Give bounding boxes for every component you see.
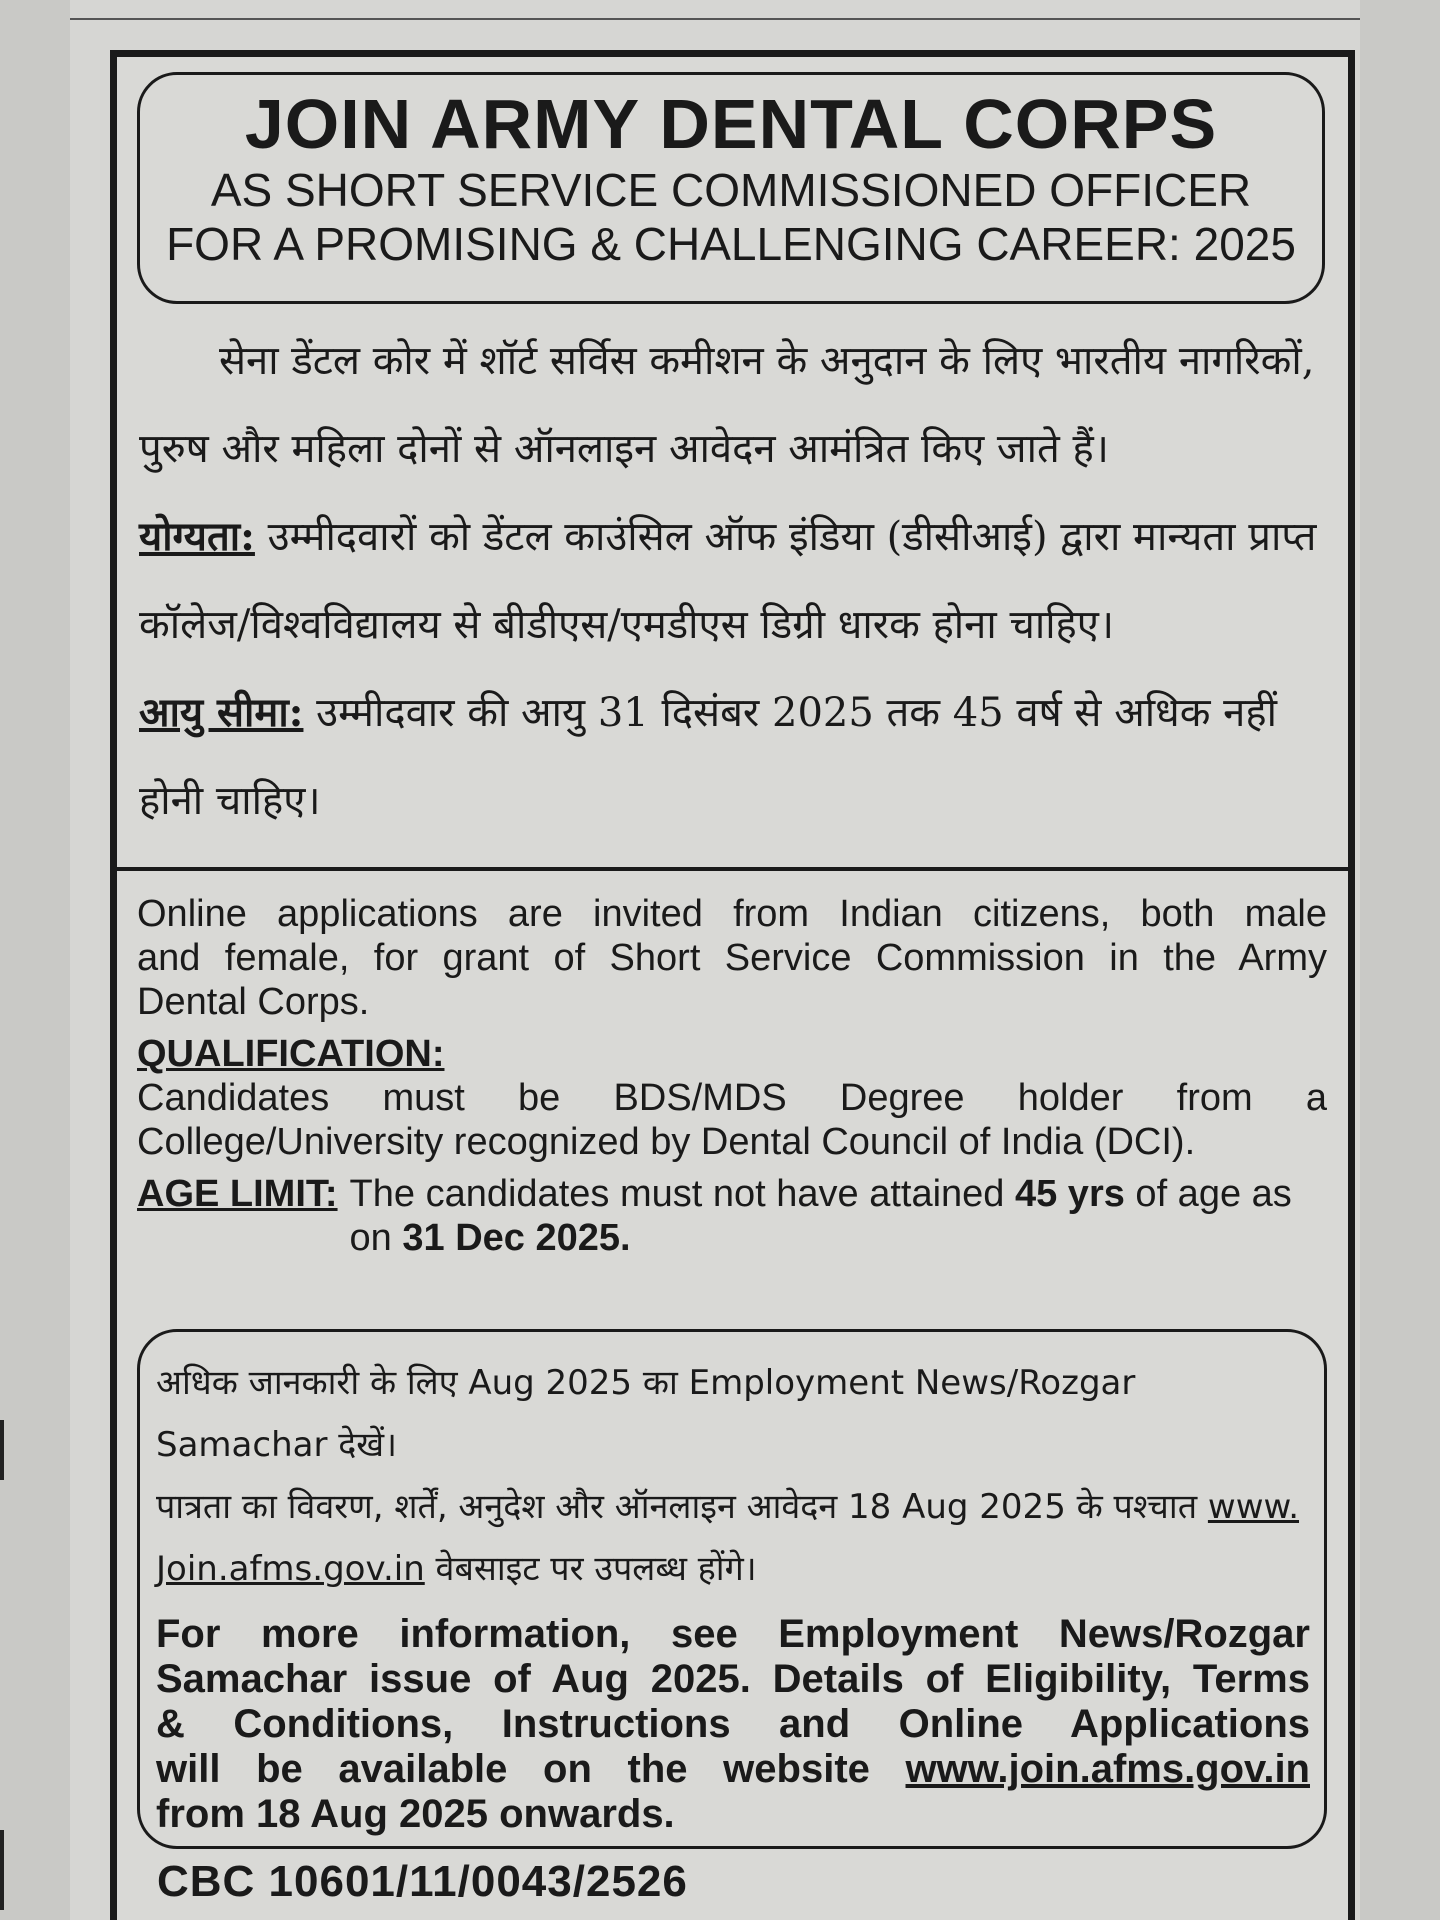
more-info-english (156, 1612, 1310, 1837)
hindi-details-text: पात्रता का विवरण, शर्तें, अनुदेश और ऑनलाइन आवेदन 18 Aug 2025 के पश्चात (156, 1487, 1208, 1527)
website-link[interactable]: www.join.afms.gov.in (905, 1747, 1310, 1791)
english-intro-line: Dental Corps. (137, 981, 370, 1023)
age-limit-text (350, 1172, 1327, 1260)
age-limit-label: AGE LIMIT: (137, 1173, 338, 1215)
more-info-box (137, 1329, 1327, 1849)
website-link-hindi[interactable]: www. Join.afms.gov.in (156, 1487, 1300, 1589)
age-limit-row (137, 1172, 1327, 1260)
more-info-line (156, 1747, 1310, 1792)
hindi-qualification-label: योग्यता: (139, 513, 255, 560)
left-edge-mark (0, 1420, 4, 1480)
english-section (137, 892, 1327, 1260)
more-info-text: will be available on the website (156, 1747, 906, 1791)
left-edge-mark (0, 1830, 4, 1910)
qualification-line: Candidates must be BDS/MDS Degree holder from a (137, 1077, 1327, 1119)
hindi-intro: सेना डेंटल कोर में शॉर्ट सर्विस कमीशन के अनुदान के लिए भारतीय नागरिकों, पुरुष और महिला दोनों से ऑनलाइन आवेदन आमंत्रित किए जाते हैं। (139, 338, 1315, 472)
page-top-rule (70, 18, 1360, 20)
more-info-hindi-line (156, 1476, 1310, 1600)
qualification-heading: QUALIFICATION: (137, 1033, 445, 1075)
ad-title: JOIN ARMY DENTAL CORPS (244, 85, 1218, 163)
cbc-code: CBC 10601/11/0043/2526 (157, 1857, 688, 1906)
hindi-age-text: उम्मीदवार की आयु 31 दिसंबर 2025 तक 45 वर्ष से अधिक नहीं होनी चाहिए। (139, 690, 1277, 824)
more-info-line: Samachar issue of Aug 2025. Details of Eligibility, Terms (156, 1657, 1310, 1701)
more-info-hindi-line: अधिक जानकारी के लिए Aug 2025 का Employment News/Rozgar Samachar देखें। (156, 1363, 1136, 1465)
english-intro-line: Online applications are invited from Indian citizens, both male (137, 893, 1327, 935)
more-info-line: from 18 Aug 2025 onwards. (156, 1792, 675, 1836)
age-text-part: The candidates must not have attained (349, 1173, 1015, 1215)
hindi-age-label: आयु सीमा: (139, 689, 304, 736)
section-divider (117, 867, 1348, 871)
hindi-age-limit (139, 669, 1324, 845)
ad-subtitle-2: FOR A PROMISING & CHALLENGING CAREER: 2025 (166, 218, 1296, 270)
more-info-line: For more information, see Employment News/Rozgar (156, 1612, 1310, 1656)
more-info-hindi (156, 1352, 1310, 1600)
more-info-line: & Conditions, Instructions and Online Applications (156, 1702, 1310, 1746)
hindi-qualification-text: उम्मीदवारों को डेंटल काउंसिल ऑफ इंडिया (डीसीआई) द्वारा मान्यता प्राप्त कॉलेज/विश्वविद्यालय से बीडीएस/एमडीएस डिग्री धारक होना चाहिए। (139, 514, 1317, 648)
hindi-section (139, 317, 1324, 845)
age-value: 45 yrs (1014, 1173, 1125, 1215)
age-date: 31 Dec 2025. (402, 1217, 631, 1259)
english-intro-line: and female, for grant of Short Service Commission in the Army (137, 937, 1327, 979)
advertisement (110, 50, 1355, 1920)
ad-subtitle-1: AS SHORT SERVICE COMMISSIONED OFFICER (210, 164, 1252, 216)
hindi-details-end: वेबसाइट पर उपलब्ध होंगे। (424, 1549, 757, 1589)
age-text-part: of age as on (349, 1173, 1292, 1259)
hindi-qualification (139, 493, 1324, 669)
qualification-line: College/University recognized by Dental Council of India (DCI). (137, 1121, 1196, 1163)
header-box (137, 72, 1325, 304)
